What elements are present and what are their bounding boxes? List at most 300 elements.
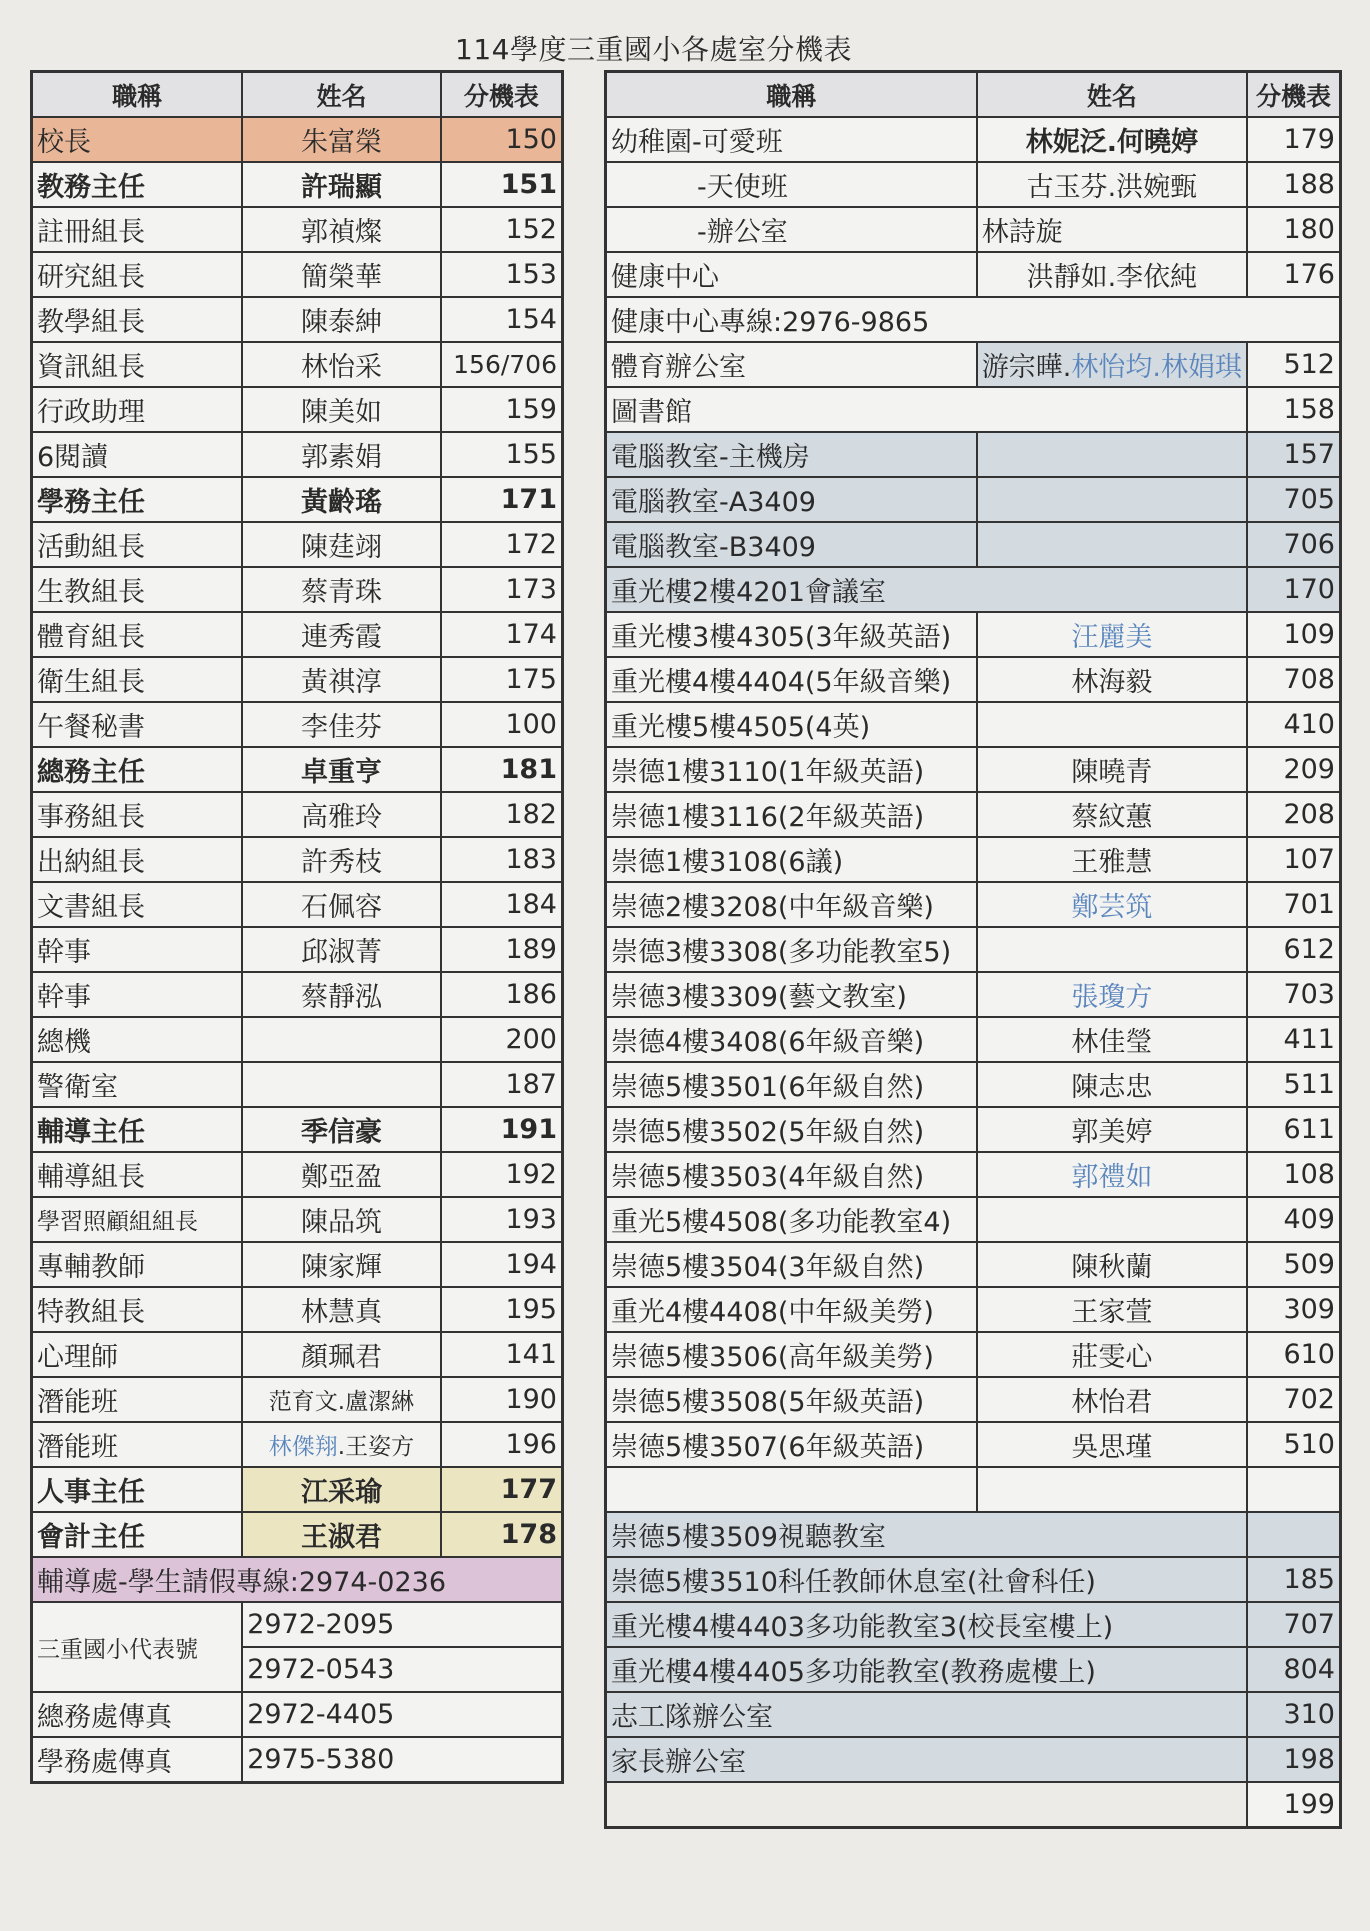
extension-cell: 199 [1247,1782,1341,1828]
extension-cell: 157 [1247,432,1341,477]
person-name: 朱富榮 [300,127,382,158]
person-name: 林佳瑩 [1071,1027,1153,1058]
table-header-row [32,72,563,118]
room-title: 電腦教室-主機房 [606,432,977,477]
name-cell [977,837,1247,882]
extension-cell: 188 [1247,162,1341,207]
table-row [606,882,1341,927]
person-name: 簡榮華 [300,262,382,293]
extension-cell [1247,1512,1341,1557]
main-number: 2972-2095 [242,1602,562,1647]
table-row [32,972,563,1017]
name-cell [242,1062,441,1107]
person-name: 許瑞顯 [300,172,382,203]
person-name: 陳品筑 [300,1207,382,1238]
person-name: 郭美婷 [1071,1117,1153,1148]
table-row [606,1737,1341,1782]
room-title: 崇德2樓3208(中年級音樂) [606,882,977,927]
highlighted-name: 汪麗美 [1071,622,1153,653]
table-row [32,1287,563,1332]
person-name: 林詩旋 [981,217,1063,248]
table-row [32,1467,563,1512]
extension-cell: 182 [441,792,563,837]
table-row [606,837,1341,882]
extension-cell: 705 [1247,477,1341,522]
person-name: 林怡君 [1071,1387,1153,1418]
name-cell [242,657,441,702]
person-name: 邱淑菁 [300,937,382,968]
room-title: 重光樓4樓4404(5年級音樂) [606,657,977,702]
extension-cell: 198 [1247,1737,1341,1782]
extension-cell: 158 [1247,387,1341,432]
room-title: 重光5樓4508(多功能教室4) [606,1197,977,1242]
extension-cell: 187 [441,1062,563,1107]
extension-cell: 410 [1247,702,1341,747]
name-cell [242,522,441,567]
table-row [32,297,563,342]
person-name: 洪靜如.李依純 [1026,262,1198,293]
person-name: 范育文.盧潔綝 [268,1389,415,1415]
name-cell [977,207,1247,252]
room-title: 家長辦公室 [606,1737,1247,1782]
fax-number: 2972-4405 [242,1692,562,1737]
table-row [606,1377,1341,1422]
name-cell [242,927,441,972]
extra-extension-row [606,1782,1341,1828]
person-name: 王家萱 [1071,1297,1153,1328]
extension-cell: 185 [1247,1557,1341,1602]
table-row [32,747,563,792]
name-cell [242,837,441,882]
role-title: 心理師 [32,1332,243,1377]
name-cell [977,1017,1247,1062]
person-name: 季信豪 [300,1117,382,1148]
table-row [606,1512,1341,1557]
extension-cell: 194 [441,1242,563,1287]
name-cell [242,747,441,792]
extension-cell: 611 [1247,1107,1341,1152]
person-name: 石佩容 [300,892,382,923]
table-row [606,1287,1341,1332]
role-title: 總機 [32,1017,243,1062]
name-cell [242,1197,441,1242]
name-cell [977,882,1247,927]
extension-cell: 178 [441,1512,563,1557]
name-cell [977,1332,1247,1377]
table-row [32,117,563,162]
room-title: 崇德1樓3108(6議) [606,837,977,882]
name-cell [977,1377,1247,1422]
extension-cell: 155 [441,432,563,477]
extension-cell: 708 [1247,657,1341,702]
header-extension: 分機表 [1247,72,1341,118]
role-title: 出納組長 [32,837,243,882]
person-name: 鄭亞盈 [300,1162,382,1193]
name-cell [242,117,441,162]
room-title: 崇德5樓3503(4年級自然) [606,1152,977,1197]
name-cell [242,1422,441,1467]
table-row [32,387,563,432]
name-cell [977,252,1247,297]
name-cell [242,612,441,657]
extension-cell: 141 [441,1332,563,1377]
extension-cell: 409 [1247,1197,1341,1242]
name-cell [977,972,1247,1017]
extension-cell: 108 [1247,1152,1341,1197]
room-title: 崇德5樓3504(3年級自然) [606,1242,977,1287]
extension-cell: 610 [1247,1332,1341,1377]
name-cell [977,927,1247,972]
name-cell [977,1107,1247,1152]
table-row [606,522,1341,567]
person-name: 莊雯心 [1071,1342,1153,1373]
table-row [606,1422,1341,1467]
person-name: 高雅玲 [300,802,382,833]
table-row [606,1017,1341,1062]
extension-cell: 804 [1247,1647,1341,1692]
extension-cell: 183 [441,837,563,882]
person-name: 陳泰紳 [300,307,382,338]
extension-cell: 151 [441,162,563,207]
table-row [606,1107,1341,1152]
fax-number: 2975-5380 [242,1737,562,1783]
name-cell [977,117,1247,162]
header-name: 姓名 [977,72,1247,118]
extension-cell: 184 [441,882,563,927]
extension-cell: 209 [1247,747,1341,792]
room-title: 崇德3樓3309(藝文教室) [606,972,977,1017]
role-title: 註冊組長 [32,207,243,252]
name-cell [242,297,441,342]
role-title: 校長 [32,117,243,162]
name-cell [977,522,1247,567]
extension-cell: 310 [1247,1692,1341,1737]
person-name: 連秀霞 [300,622,382,653]
header-name: 姓名 [242,72,441,118]
extension-cell: 200 [441,1017,563,1062]
person-name: 黃祺淳 [300,667,382,698]
table-row [606,972,1341,1017]
name-cell [977,1287,1247,1332]
room-title: 電腦教室-A3409 [606,477,977,522]
room-title: 圖書館 [606,387,1247,432]
page-title: 114學度三重國小各處室分機表 [455,33,852,66]
person-name: 蔡青珠 [300,577,382,608]
name-cell [242,387,441,432]
room-title: -天使班 [606,162,977,207]
table-row [606,1152,1341,1197]
extension-cell: 511 [1247,1062,1341,1107]
role-title: 研究組長 [32,252,243,297]
person-name: .王姿方 [337,1434,415,1460]
extension-cell: 170 [1247,567,1341,612]
role-title: 幹事 [32,972,243,1017]
person-name: 郭禎燦 [300,217,382,248]
extension-cell: 175 [441,657,563,702]
name-cell [242,1152,441,1197]
extension-cell: 309 [1247,1287,1341,1332]
person-name: 黃齡瑤 [300,487,382,518]
main-number: 2972-0543 [242,1647,562,1692]
highlighted-name: 郭禮如 [1071,1162,1153,1193]
extension-cell: 107 [1247,837,1341,882]
extension-cell: 150 [441,117,563,162]
name-cell [242,1107,441,1152]
name-cell [977,702,1247,747]
role-title: 午餐秘書 [32,702,243,747]
role-title: 文書組長 [32,882,243,927]
table-row [606,1647,1341,1692]
role-title: 體育組長 [32,612,243,657]
table-row [606,1062,1341,1107]
person-name: 陳志忠 [1071,1072,1153,1103]
name-cell [242,1377,441,1422]
extension-cell: 612 [1247,927,1341,972]
table-row [32,162,563,207]
fax-row [32,1692,563,1737]
table-row [606,117,1341,162]
extension-cell: 509 [1247,1242,1341,1287]
table-row [32,1152,563,1197]
room-title: 重光樓3樓4305(3年級英語) [606,612,977,657]
table-row [606,477,1341,522]
table-row [32,1107,563,1152]
extension-cell: 152 [441,207,563,252]
table-row [606,1692,1341,1737]
table-row [32,1197,563,1242]
extension-cell: 100 [441,702,563,747]
person-name: 蔡靜泓 [300,982,382,1013]
extension-cell: 109 [1247,612,1341,657]
name-cell [977,747,1247,792]
person-name: 卓重亨 [300,757,382,788]
extension-cell: 172 [441,522,563,567]
name-cell [242,1017,441,1062]
person-name: 蔡紋蕙 [1071,802,1153,833]
name-cell [242,567,441,612]
person-name: 郭素娟 [300,442,382,473]
table-row [32,207,563,252]
room-title: 重光樓4樓4405多功能教室(教務處樓上) [606,1647,1247,1692]
extension-cell: 173 [441,567,563,612]
table-row [606,432,1341,477]
role-title: 事務組長 [32,792,243,837]
role-title: 生教組長 [32,567,243,612]
extension-cell: 190 [441,1377,563,1422]
name-cell [242,1332,441,1377]
person-name: 王淑君 [300,1522,382,1553]
role-title: 行政助理 [32,387,243,432]
extension-cell: 707 [1247,1602,1341,1647]
fax-row [32,1737,563,1783]
person-name: 林怡采 [300,352,382,383]
table-row [606,567,1341,612]
person-name: 許秀枝 [300,847,382,878]
name-cell [242,882,441,927]
table-row [32,567,563,612]
room-title: 電腦教室-B3409 [606,522,977,567]
name-cell [977,477,1247,522]
name-cell [977,1062,1247,1107]
room-title: 崇德5樓3501(6年級自然) [606,1062,977,1107]
main-number-row [32,1602,563,1647]
name-cell [242,432,441,477]
table-row [606,1332,1341,1377]
person-name: 陳家輝 [300,1252,382,1283]
room-title: 重光4樓4408(中年級美勞) [606,1287,977,1332]
hotline-row [32,1557,563,1602]
role-title: 總務主任 [32,747,243,792]
table-row [32,882,563,927]
room-title: 健康中心專線:2976-9865 [606,297,1341,342]
room-title [606,1467,977,1512]
extension-cell: 411 [1247,1017,1341,1062]
extension-cell: 176 [1247,252,1341,297]
room-title: 崇德4樓3408(6年級音樂) [606,1017,977,1062]
table-row [606,387,1341,432]
person-name: 陳莛翊 [300,532,382,563]
room-title: 重光樓2樓4201會議室 [606,567,1247,612]
name-cell [977,792,1247,837]
table-row [32,1512,563,1557]
table-row [32,837,563,882]
room-title: 幼稚園-可愛班 [606,117,977,162]
extension-cell: 154 [441,297,563,342]
highlighted-name: 張瓊方 [1071,982,1153,1013]
person-name: 古玉芬.洪婉甄 [1026,172,1198,203]
highlighted-name: 鄭芸筑 [1071,892,1153,923]
person-name: 林妮泛.何曉婷 [1025,127,1199,158]
table-row [606,612,1341,657]
person-name: 林海毅 [1071,667,1153,698]
room-title: 崇德5樓3507(6年級英語) [606,1422,977,1467]
table-row [606,252,1341,297]
role-title: 教學組長 [32,297,243,342]
role-title: 潛能班 [32,1377,243,1422]
table-row [32,1242,563,1287]
person-name: 陳美如 [300,397,382,428]
extension-cell: 703 [1247,972,1341,1017]
table-row [32,1332,563,1377]
role-title: 人事主任 [32,1467,243,1512]
name-cell [977,657,1247,702]
role-title: 會計主任 [32,1512,243,1557]
extension-cell: 701 [1247,882,1341,927]
role-title: 警衛室 [32,1062,243,1107]
extension-cell: 510 [1247,1422,1341,1467]
person-name: 李佳芬 [300,712,382,743]
extension-cell: 156/706 [441,342,563,387]
extension-cell: 192 [441,1152,563,1197]
table-row [32,612,563,657]
extension-cell: 179 [1247,117,1341,162]
room-title: -辦公室 [606,207,977,252]
header-extension: 分機表 [441,72,563,118]
name-cell [977,1422,1247,1467]
name-cell [977,612,1247,657]
table-row [606,342,1341,387]
role-title: 教務主任 [32,162,243,207]
header-title: 職稱 [32,72,243,118]
fax-label: 學務處傳真 [32,1737,243,1783]
table-row [606,297,1341,342]
room-title: 重光樓4樓4403多功能教室3(校長室樓上) [606,1602,1247,1647]
extension-cell: 174 [441,612,563,657]
highlighted-name: 林傑翔 [268,1434,338,1460]
person-name: 江采瑜 [300,1477,382,1508]
person-name: 游宗曄. [981,352,1072,383]
extension-cell: 195 [441,1287,563,1332]
hotline-text: 輔導處-學生請假專線:2974-0236 [32,1557,563,1602]
name-cell [977,1467,1247,1512]
header-title: 職稱 [606,72,977,118]
name-cell [242,702,441,747]
table-row [606,747,1341,792]
extension-cell: 153 [441,252,563,297]
name-cell [977,1242,1247,1287]
extension-cell [1247,1467,1341,1512]
role-title: 潛能班 [32,1422,243,1467]
name-cell [977,432,1247,477]
person-name: 陳秋蘭 [1071,1252,1153,1283]
name-cell [242,1242,441,1287]
table-row [32,477,563,522]
extension-cell: 189 [441,927,563,972]
room-title: 崇德3樓3308(多功能教室5) [606,927,977,972]
room-title: 崇德1樓3116(2年級英語) [606,792,977,837]
name-cell [977,342,1247,387]
room-title: 崇德5樓3509視聽教室 [606,1512,1247,1557]
right-extension-table [604,70,1342,1829]
extension-cell: 512 [1247,342,1341,387]
role-title: 專輔教師 [32,1242,243,1287]
extension-cell: 193 [441,1197,563,1242]
table-header-row [606,72,1341,118]
extension-cell: 208 [1247,792,1341,837]
room-title: 崇德5樓3508(5年級英語) [606,1377,977,1422]
person-name: 王雅慧 [1071,847,1153,878]
role-title: 學務主任 [32,477,243,522]
name-cell [977,1152,1247,1197]
extension-cell: 180 [1247,207,1341,252]
table-row [606,162,1341,207]
table-row [32,1377,563,1422]
table-row [32,927,563,972]
name-cell [242,1512,441,1557]
name-cell [242,207,441,252]
name-cell [242,1467,441,1512]
room-title: 崇德5樓3510科任教師休息室(社會科任) [606,1557,1247,1602]
extension-cell: 181 [441,747,563,792]
table-row [606,1557,1341,1602]
role-title: 特教組長 [32,1287,243,1332]
room-title: 崇德5樓3506(高年級美勞) [606,1332,977,1377]
table-row [606,1467,1341,1512]
extension-cell: 177 [441,1467,563,1512]
role-title: 衛生組長 [32,657,243,702]
table-row [606,1242,1341,1287]
room-title: 健康中心 [606,252,977,297]
role-title: 活動組長 [32,522,243,567]
table-row [606,657,1341,702]
left-extension-table [30,70,564,1784]
room-title: 志工隊辦公室 [606,1692,1247,1737]
table-row [32,252,563,297]
extension-cell: 196 [441,1422,563,1467]
table-row [32,342,563,387]
room-title: 崇德5樓3502(5年級自然) [606,1107,977,1152]
table-row [32,657,563,702]
